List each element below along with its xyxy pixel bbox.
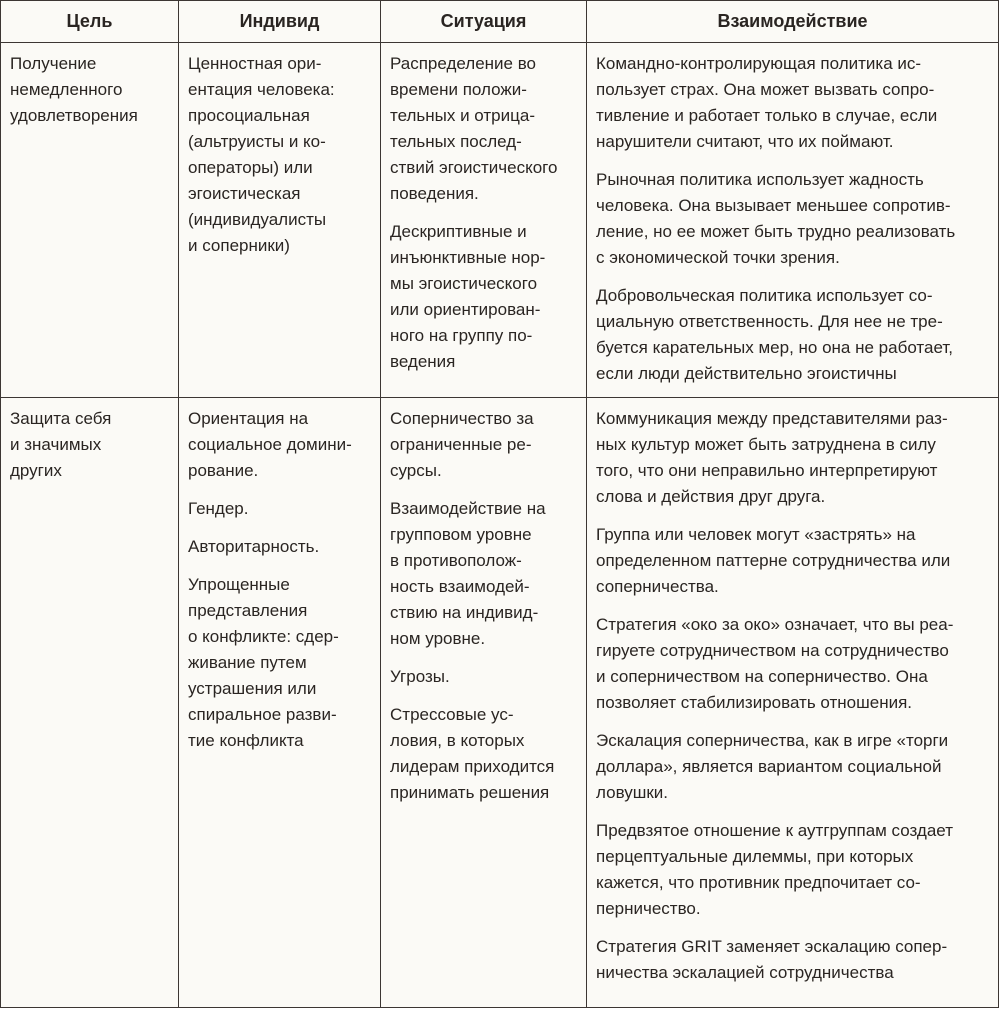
header-row (1, 1, 999, 43)
paragraph: Стратегия «око за око» означает, что вы реа- гируете сотрудничеством на сотрудничество и соперничеством на соперничество. Она позволяет стабилизировать отношения. (596, 615, 954, 712)
paragraph: Коммуникация между представителями раз- ных культур может быть затруднена в силу того, что они неправильно интерпретируют слова и действия друг друга. (596, 409, 948, 506)
paragraph: Эскалация соперничества, как в игре «торги доллара», является вариантом социальной ловушки. (596, 731, 949, 802)
paragraph: Стратегия GRIT заменяет эскалацию сопер- ничества эскалацией сотрудничества (596, 937, 948, 982)
header-situation: Ситуация (381, 1, 587, 43)
header-individual: Индивид (179, 1, 381, 43)
paragraph: Ценностная ори- ентация человека: просоциальная (альтруисты и ко- операторы) или эгоистическая (индивидуалисты и соперники) (188, 54, 335, 255)
cell-interaction (587, 43, 999, 398)
paragraph: Ориентация на социальное домини- рование. (188, 409, 352, 480)
paragraph: Соперничество за ограниченные ре- сурсы. (390, 409, 534, 480)
cell-goal (1, 398, 179, 1008)
paragraph: Предвзятое отношение к аутгруппам создает перцептуальные дилеммы, при которых кажется, что противник предпочитает со- перничество. (596, 821, 953, 918)
paragraph: Добровольческая политика использует со- циальную ответственность. Для нее не тре- буется карательных мер, но она не работает, если люди действительно эгоистичны (596, 286, 953, 383)
paragraph: Стрессовые ус- ловия, в которых лидерам приходится принимать решения (390, 705, 555, 802)
paragraph: Дескриптивные и инъюнктивные нор- мы эгоистического или ориентирован- ного на группу по- ведения (390, 222, 546, 371)
header-goal: Цель (1, 1, 179, 43)
paragraph: Угрозы. (390, 667, 450, 686)
cell-goal (1, 43, 179, 398)
paragraph: Распределение во времени положи- тельных и отрица- тельных послед- ствий эгоистического поведения. (390, 54, 558, 203)
paragraph: Взаимодействие на групповом уровне в противополож- ность взаимодей- ствию на индивид- ном уровне. (390, 499, 546, 648)
cell-situation (381, 43, 587, 398)
table-row (1, 398, 999, 1008)
cell-individual (179, 43, 381, 398)
cell-situation (381, 398, 587, 1008)
paragraph: Получение немедленного удовлетворения (10, 54, 138, 125)
paragraph: Рыночная политика использует жадность человека. Она вызывает меньшее сопротив- ление, но ее может быть трудно реализовать с экономической точки зрения. (596, 170, 956, 267)
paragraph: Упрощенные представления о конфликте: сдер- живание путем устрашения или спиральное разви- тие конфликта (188, 575, 339, 750)
paragraph: Авторитарность. (188, 537, 320, 556)
cell-interaction (587, 398, 999, 1008)
paragraph: Группа или человек могут «застрять» на определенном паттерне сотрудничества или соперничества. (596, 525, 951, 596)
paragraph: Командно-контролирующая политика ис- пользует страх. Она может вызвать сопро- тивление и работает только в случае, если нарушители считают, что их поймают. (596, 54, 938, 151)
paragraph: Гендер. (188, 499, 249, 518)
cell-individual (179, 398, 381, 1008)
header-interaction: Взаимодействие (587, 1, 999, 43)
table-row (1, 43, 999, 398)
paragraph: Защита себя и значимых других (10, 409, 112, 480)
